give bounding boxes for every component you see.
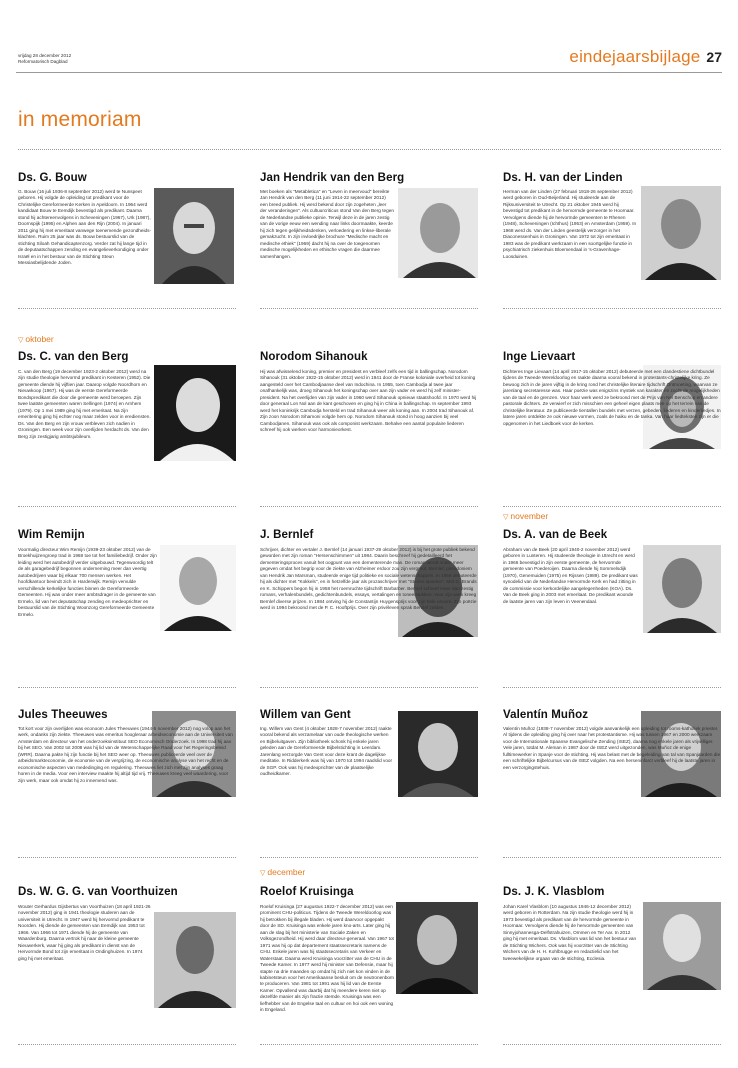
portrait-photo: [160, 545, 236, 631]
obituary-entry: [260, 886, 478, 1036]
masthead-right: [569, 47, 722, 67]
obituary-entry: [260, 172, 478, 304]
obituary-text: Herman van der Linden (27 februari 1918-26 september 2012) werd geboren in Oud-Beijerland. Hij studeerde aan de Rijksuniversiteit te Utrecht. Op 21 oktober 1945 werd hij bevestigd tot predikant in de hervormde gemeente te Hoornaar. Vervolgens diende hij de hervormde gemeenten te Rhenen (1948), Scheveningen (Ichthus) (1953) en Amsterdam (1959). In 1968 werd ds. Van der Linden geestelijk verzorger in het Diaconessenhuis in Groningen. Van 1972 tot zijn emeritaat in 1983 was de predikant werkzaam in een soortgelijke functie in psychiatrisch ziekenhuis Bloemendaal in 's-Gravenhage-Loosduinen.: [503, 189, 637, 259]
row-divider: [260, 506, 478, 507]
photo-placeholder: [412, 349, 478, 361]
portrait-photo: [154, 188, 234, 284]
obituary-name: Willem van Gent: [260, 709, 351, 721]
obituary-text: Roelof Kruisinga (27 augustus 1922-7 december 2012) was een prominent CHU-politicus. Tijdens de Tweede Wereldoorlog was hij betrokken bij illegale bladen. Hij werd daarvoor opgepakt door de SD. Kruisinga was enkele jaren kno-arts. Later ging hij aan de slag bij het ministerie van Sociale Zaken en Volksgezondheid. Hij werd daar directeur-generaal. Van 1967 tot 1971 was hij op dat departement staatssecretaris namens de CHU. Enkele jaren was hij staatssecretaris van Verkeer en Waterstaat. Daarna werd Kruisinga voorzitter van de CHU in de Tweede Kamer. In 1977 werd hij minister van Defensie, maar hij stapte na drie maanden op omdat hij zich niet kon vinden in de kabinetsteun voor het Amerikaanse besluit om de neutronenbom te produceren. Van 1981 tot 1991 was hij lid van de Eerste Kamer. Opvallend was daarbij dat hij meerdere keren niet op dezelfde manier als zijn fractie stemde. Kruisinga was een liefhebber van de Engelse taal en cultuur en hoi ook een woning in Engeland.: [260, 904, 394, 1013]
obituary-name: Ds. H. van der Linden: [503, 172, 623, 184]
obituary-name: Jan Hendrik van den Berg: [260, 172, 405, 184]
paper-name: Reformatorisch Dagblad: [18, 59, 68, 64]
obituary-entry: [18, 886, 236, 1036]
row-divider: [503, 857, 721, 858]
portrait-photo: [641, 186, 721, 280]
section-rule: [18, 149, 721, 150]
obituary-name: J. Bernlef: [260, 529, 314, 541]
obituary-entry: [503, 529, 721, 679]
obituary-entry: [18, 351, 236, 501]
month-label: oktober: [25, 334, 54, 344]
obituary-name: Norodom Sihanouk: [260, 351, 368, 363]
masthead: [16, 0, 722, 86]
obituary-text: Met boeken als "Metabletica" en "Leven in meervoud" bereikte Jan Hendrik van den Berg (11 juni 1914-22 september 2012) een breed publiek. Hij werd bekend door zijn zogeheten „leer der veranderingen". Als cultuurcriticus stond Van den Berg tegen de Nederlandse publieke opinie. Terwijl deze in de jaren zestig van de vorige eeuw een wending naar links doormaakte, keerde hij zich tegen gelijkheidsdenken, verloedering en linkse-liberale gemakzucht. In zijn invloedrijke brochure "Medische macht en medische ethiek" (1969) dacht hij na over de toegenomen medische mogelijkheden en ethische vragen die daarmee samenhangen.: [260, 189, 394, 259]
row-divider: [18, 506, 236, 507]
obituary-entry: [18, 529, 236, 679]
obituary-name: Ds. G. Bouw: [18, 172, 87, 184]
obituary-text: Ing. Willem van Gent (4 oktober 1928-7 november 2012) raakte vooral bekend als verzamelaar van oude theologische werken en Bijbeluitgaven. Zijn bibliotheek schonk hij enkele jaren geleden aan de Gereformeerde Bijbelstichting in Leerdam. Jarenlang verzorgde Van Gent voor deze krant de dagelijkse meditatie. In Ridderkerk was hij van 1970 tot 1994 raadslid voor de SGP. Ook was hij medeoprichter van de plaatselijke oudheidkamer.: [260, 726, 393, 777]
obituary-text: C. van den Berg (19 december 1923-2 oktober 2012) werd na zijn studie theologie hervormd predikant in Kesteren (1952). Die gemeente diende hij vijftien jaar. Daarop volgde Noordhorn en Nieuwkoop (1967). Hij was de eerste Gereformeerde Bondspredikant die door die gemeente werd beroepen. Zijn twee laatste gemeenten waren Sellingen (1974) en Arnhem (1979). Op 1 mei 1989 ging hij met emeritaat. Na zijn emeritering ging hij echter nog maar zelden voor in erediensten. Ds. Van den Berg en zijn vrouw verbleven zich nadien in Groningen. Een week voor zijn overlijden herdacht ds. Van den Berg zijn zestigjarig ambtsjubileum.: [18, 369, 151, 439]
obituary-text: Hij was afwisselend koning, premier en president en verbleef zelfs een tijd in ballingschap. Norodom Sihanouk (31 oktober 1922-15 oktober 2012) werd in 1941 door de Franse koloniale overheid tot koning aangesteld over het Cambodjaanse deel van Indochina. In 1955, toen Cambodja al twee jaar onafhankelijk was, droeg Sihanouk het koningschap over aan zijn vader en werd hij zelf minister-president. Na het overlijden van zijn vader in 1960 werd Sihanouk opnieuw staatshoofd. In 1970 werd hij door generaal Lon Nol aan de kant geschoven en ging hij in China in ballingschap. In september 1993 werd het koninkrijk Cambodja hersteld en trad Sihanouk weer als koning aan. In 2004 trad Sihanouk af. Zijn zoon Norodom Sihamoni volgde hem op. Norodom Sihanouk stond in hoog aanzien bij veel Cambodjanen. Sihanouk was ook als componist werkzaam. Behalve een aantal populaire liederen schreef hij ook werken voor harmonieorkest.: [260, 369, 477, 433]
portrait-photo: [643, 902, 721, 990]
month-label: december: [267, 867, 306, 877]
row-divider: [18, 857, 236, 858]
row-divider: [260, 1044, 478, 1045]
portrait-photo: [396, 902, 478, 994]
obituary-entry: [503, 709, 721, 853]
row-divider: [18, 308, 236, 309]
obituary-entry: [260, 709, 478, 853]
row-divider: [260, 308, 478, 309]
obituary-text: Tot kort voor zijn overlijden was econoom Jules Theeuwes (1944-5 november 2012) nog volop aan het werk, ondanks zijn ziekte. Theeuwes was emeritus hoogleraar arbeidseconomie aan de Universiteit van Amsterdam en directeur van het onderzoeksinstituut SEO Economisch Onderzoek. In 1998 trad hij aan bij het SEO. Van 2002 tot 2008 was hij lid van de Wetenschappelijke Raad voor het Regeringsbeleid (WRR). Daarna pakte hij zijn functie bij het SEO weer op. Theeuwes publiceerde veel over de arbeidsmarkteconomie, de economie van de vergrijzing, de economische analyse van het recht en de economische aspecten van mededinging en regulering. Theeuwes liet zich met zijn analyses graag horen in de media. Voor een interview maakte hij altijd tijd vrij. Theeuwes kreeg veel waardering, voor zijn werk, maar ook omdat hij zo innemend was.: [18, 726, 233, 783]
month-marker-november: [503, 511, 548, 521]
obituary-entry: [260, 351, 478, 501]
section-name: eindejaarsbijlage: [569, 47, 701, 66]
row-divider: [503, 308, 721, 309]
obituary-entry: [503, 351, 721, 501]
obituary-name: Wim Remijn: [18, 529, 85, 541]
month-label: november: [510, 511, 549, 521]
row-divider: [260, 857, 478, 858]
obituary-name: Ds. J. K. Vlasblom: [503, 886, 605, 898]
obituary-name: Ds. A. van de Beek: [503, 529, 608, 541]
obituary-text: G. Bouw (16 juli 1936-8 september 2012) werd te Nunspeet geboren. Hij volgde de opleiding tot predikant voor de Christelijke Gereformeerde Kerken in Apeldoorn. In 1964 werd kandidaat Bouw te Eemdijk bevestigd als predikant. Daarna stond hij achtereenvolgens in Scheveningen (1967), Urk (1987), Doornspijk (1995) en Alphen aan den Rijn (2004). In januari 2011 ging hij met emeritaat vanwege toenemende gezondheids-klachten. Ruim 25 jaar was ds. Bouw bestuurslid van de stichting Siloah Gehandicaptenzorg. Verder zat hij lange tijd in de deputaatschappen zending en evangelieverkondiging onder Israël en in het bestuur van de Stichting Steun Messiasbelijdende Joden.: [18, 189, 152, 265]
page-number: 27: [706, 49, 722, 65]
row-divider: [503, 1044, 721, 1045]
obituary-entry: [260, 529, 478, 679]
portrait-photo: [154, 365, 236, 461]
obituary-text: Schrijver, dichter en vertaler J. Bernlef (14 januari 1937-29 oktober 2012) is bij het grote publiek bekend geworden met zijn roman "Hersenschimmen" uit 1984. Daarin beschreef hij gedetailleerd het dementeringsproces vanuit het oogpunt van een dementerende man. De roman werdt onder meer gegeven omdat het begrip voor de ziekte van Alzheimer erdoor zou zijn vergroot. Bernlef, pseudoniem van Hendrik Jan Marsman, studeerde enige tijd politieke en sociale wetenschappen. In 1959 debuteerde hij als dichter met "Kokkels", en in hetzelfde jaar als prozaschrijver met "Stenen spoelen". Met G. Brands en K. Schippers begon hij in 1958 het roemruchte tijdschrift Barbarber. Bernlef schreef meer dan zestig romans, verhalenbundels, gedichtenbundels, essays, vertalingen en toneelstukken. Voor zijn werk kreeg Bernlef diverse prijzen. In 1984 ontving hij de Constantijn Huygensprijs voor zijn hele oeuvre. Zijn poëzie werd in 1994 bekroond met de P. C. Hooftprijs. Over zijn privéleven sprak Bernlef zelden.: [260, 547, 477, 611]
obituary-name: Inge Lievaart: [503, 351, 576, 363]
obituary-text: Voormalig directeur Wim Remijn (1939-23 oktober 2012) van de Broekhuijzengroep trad in 1968 toe tot het familiebedrijf. Onder zijn leiding werd het autobedrijf verder uitgebouwd. Tegenwoordig telt de als garagebedrijf begonnen onderneming meer dan veertig autobedrijven waar bij elkaar 700 mensen werken. Het hoofdkantoor bevindt zich in Harderwijk. Remijn vervulde verschillende kerkelijke functies binnen de Gereformeerde Gemeenten. Hij was onder meer ambtsdrager in de gemeente van Ermelo, lid van het deputatschap zending en medeoprichter en bestuurslid van de Stichting Woonzorg Gereformeerde Gemeente Ermelo.: [18, 547, 157, 617]
month-marker-oktober: [18, 334, 54, 344]
portrait-photo: [643, 545, 721, 633]
obituary-text: Wouter Gerhardus Gijsbertus van Voorthuizen (18 april 1921-26 november 2012) ging in 1941 theologie studeren aan de universiteit in Utrecht. In 1947 werd hij hervormd predikant te Noorden. Hij diende de gemeenten van Eemdijk van 1953 tot 1966. Van 1966 tot 1971 diende hij de gemeente van Waardenburg. Daarna vertrok hij naar de kleine gemeente Nieuwerkerk, waar hij ging als predikant in dienst van de Hervormde Bond tot zijn emeritaat in Ondinghuizen. In 1974 ging hij met emeritaat.: [18, 904, 151, 961]
obituary-name: Valentín Muñoz: [503, 709, 589, 721]
portrait-photo: [398, 188, 478, 278]
obituary-entry: [503, 886, 721, 1036]
section-title: in memoriam: [18, 108, 142, 131]
masthead-dateline: [18, 53, 71, 65]
row-divider: [18, 687, 236, 688]
obituary-name: Roelof Kruisinga: [260, 886, 354, 898]
date-line: vrijdag 28 december 2012: [18, 53, 72, 58]
obituary-entry: [503, 172, 721, 304]
obituary-text: Valentín Muñoz (1938-7 november 2012) volgde aanvankelijk een opleiding tot rooms-katholiek priester. Al tijdens die opleiding ging hij over naar het protestantisme. Hij was tussen 1967 en 2000 werkzaam voor de Internationale Spaanse Evangelische Zending (ISEZ), daarna nog enkele jaren als vrijwilliger. Vele jaren, totdat M. Aleman in 1987 door de ISEZ werd uitgezonden, was Muñoz de enige fulltimewerker in Spanje voor de stichting. Hij was belast met de begeleiding van tal van Spanjaarden die een schriftelijke Bijbelcursus van de ISEZ volgden. Na een herseninfarct verbleef hij de laatste jaren in een verzorgingstehuis.: [503, 726, 721, 770]
triangle-icon: ▽: [260, 870, 266, 877]
portrait-photo: [154, 912, 236, 1008]
obituary-text: Abraham van de Beek (20 april 1940-2 november 2012) werd geboren in Lunteren. Hij studeerde theologie in Utrecht en werd in 1966 bevestigd in zijn eerste gemeente, de hervormde gemeente van Poederoijen. Daarna diende hij Sommelsdijk (1970), Genemuiden (1975) en Rijssen (1989). De predikant was synodelid van de Nederlandse Hervormde Kerk en had zitting in de commissie voor kerkordelijke aangelegenheden (KOA). Ds. Van de Beek ging in 2003 met emeritaat. De predikant woonde de laatste jaren van zijn leven in Veenendaal.: [503, 547, 638, 604]
row-divider: [18, 1044, 236, 1045]
month-marker-december: [260, 867, 305, 877]
row-divider: [260, 687, 478, 688]
masthead-rule: [16, 72, 722, 73]
triangle-icon: ▽: [18, 337, 24, 344]
obituary-name: Ds. C. van den Berg: [18, 351, 129, 363]
triangle-icon: ▽: [503, 514, 509, 521]
obituary-entry: [18, 709, 236, 853]
obituary-text: Dichteres Inge Lievaart (14 april 1917-15 oktober 2012) debuteerde met een clandestiene dichtbundel tijdens de Tweede Wereldoorlog en raakte daarna vooral bekend in protestants-christelijke kring. Ze bewoog zich in de jaren vijftig in de kring rond het christelijke literaire tijdschrift Ontmoeting, waarvan ze jarenlang secretaresse was. Haar poëzie was enigszins mystiek van karakter en zocht de mogelijkheden van de taal en de grenzen. Voor haar werk werd ze bekroond met de Prijs van Nel Benschop en andere pastorale dichters. Ze verwierf er zich misschien een geheel eigen plaats mee op het terrein van de christelijke literatuur. Ze publiceerde tientallen bundels met verzen, gebeden, liederen en kinderliedjes. In latere jaren ontdekte ze ook nieuwe vormen, zoals de haiku en de tanka. Van haar liedteksten zijn er die opgenomen in het Liedboek voor de kerken.: [503, 369, 721, 426]
obituary-text: Johan Karel Vlasblom (10 augustus 1946-12 december 2012) werd geboren in Rotterdam. Na zijn studie theologie werd hij in 1973 bevestigd als predikant van de hervormde gemeente in Hoornaar. Vervolgens diende hij de hervormde gemeenten van Sinnyjohannesga-Delfstrahuizen, Ommen en Ter Aar. In 2012 ging hij met emeritaat. Ds. Vlasblom was lid van het bestuur van de Stichting Wichers. Ook was hij voorzitter van de Stichting Wichers van de H. H. Kohlbrugge en redactielid van het tweewekelijkse orgaan van de stichting, Ecclesia.: [503, 904, 637, 961]
row-divider: [503, 687, 721, 688]
row-divider: [503, 506, 721, 507]
obituary-entry: [18, 172, 236, 304]
obituary-name: Jules Theeuwes: [18, 709, 108, 721]
portrait-photo: [398, 711, 478, 797]
obituary-name: Ds. W. G. G. van Voorthuizen: [18, 886, 178, 898]
